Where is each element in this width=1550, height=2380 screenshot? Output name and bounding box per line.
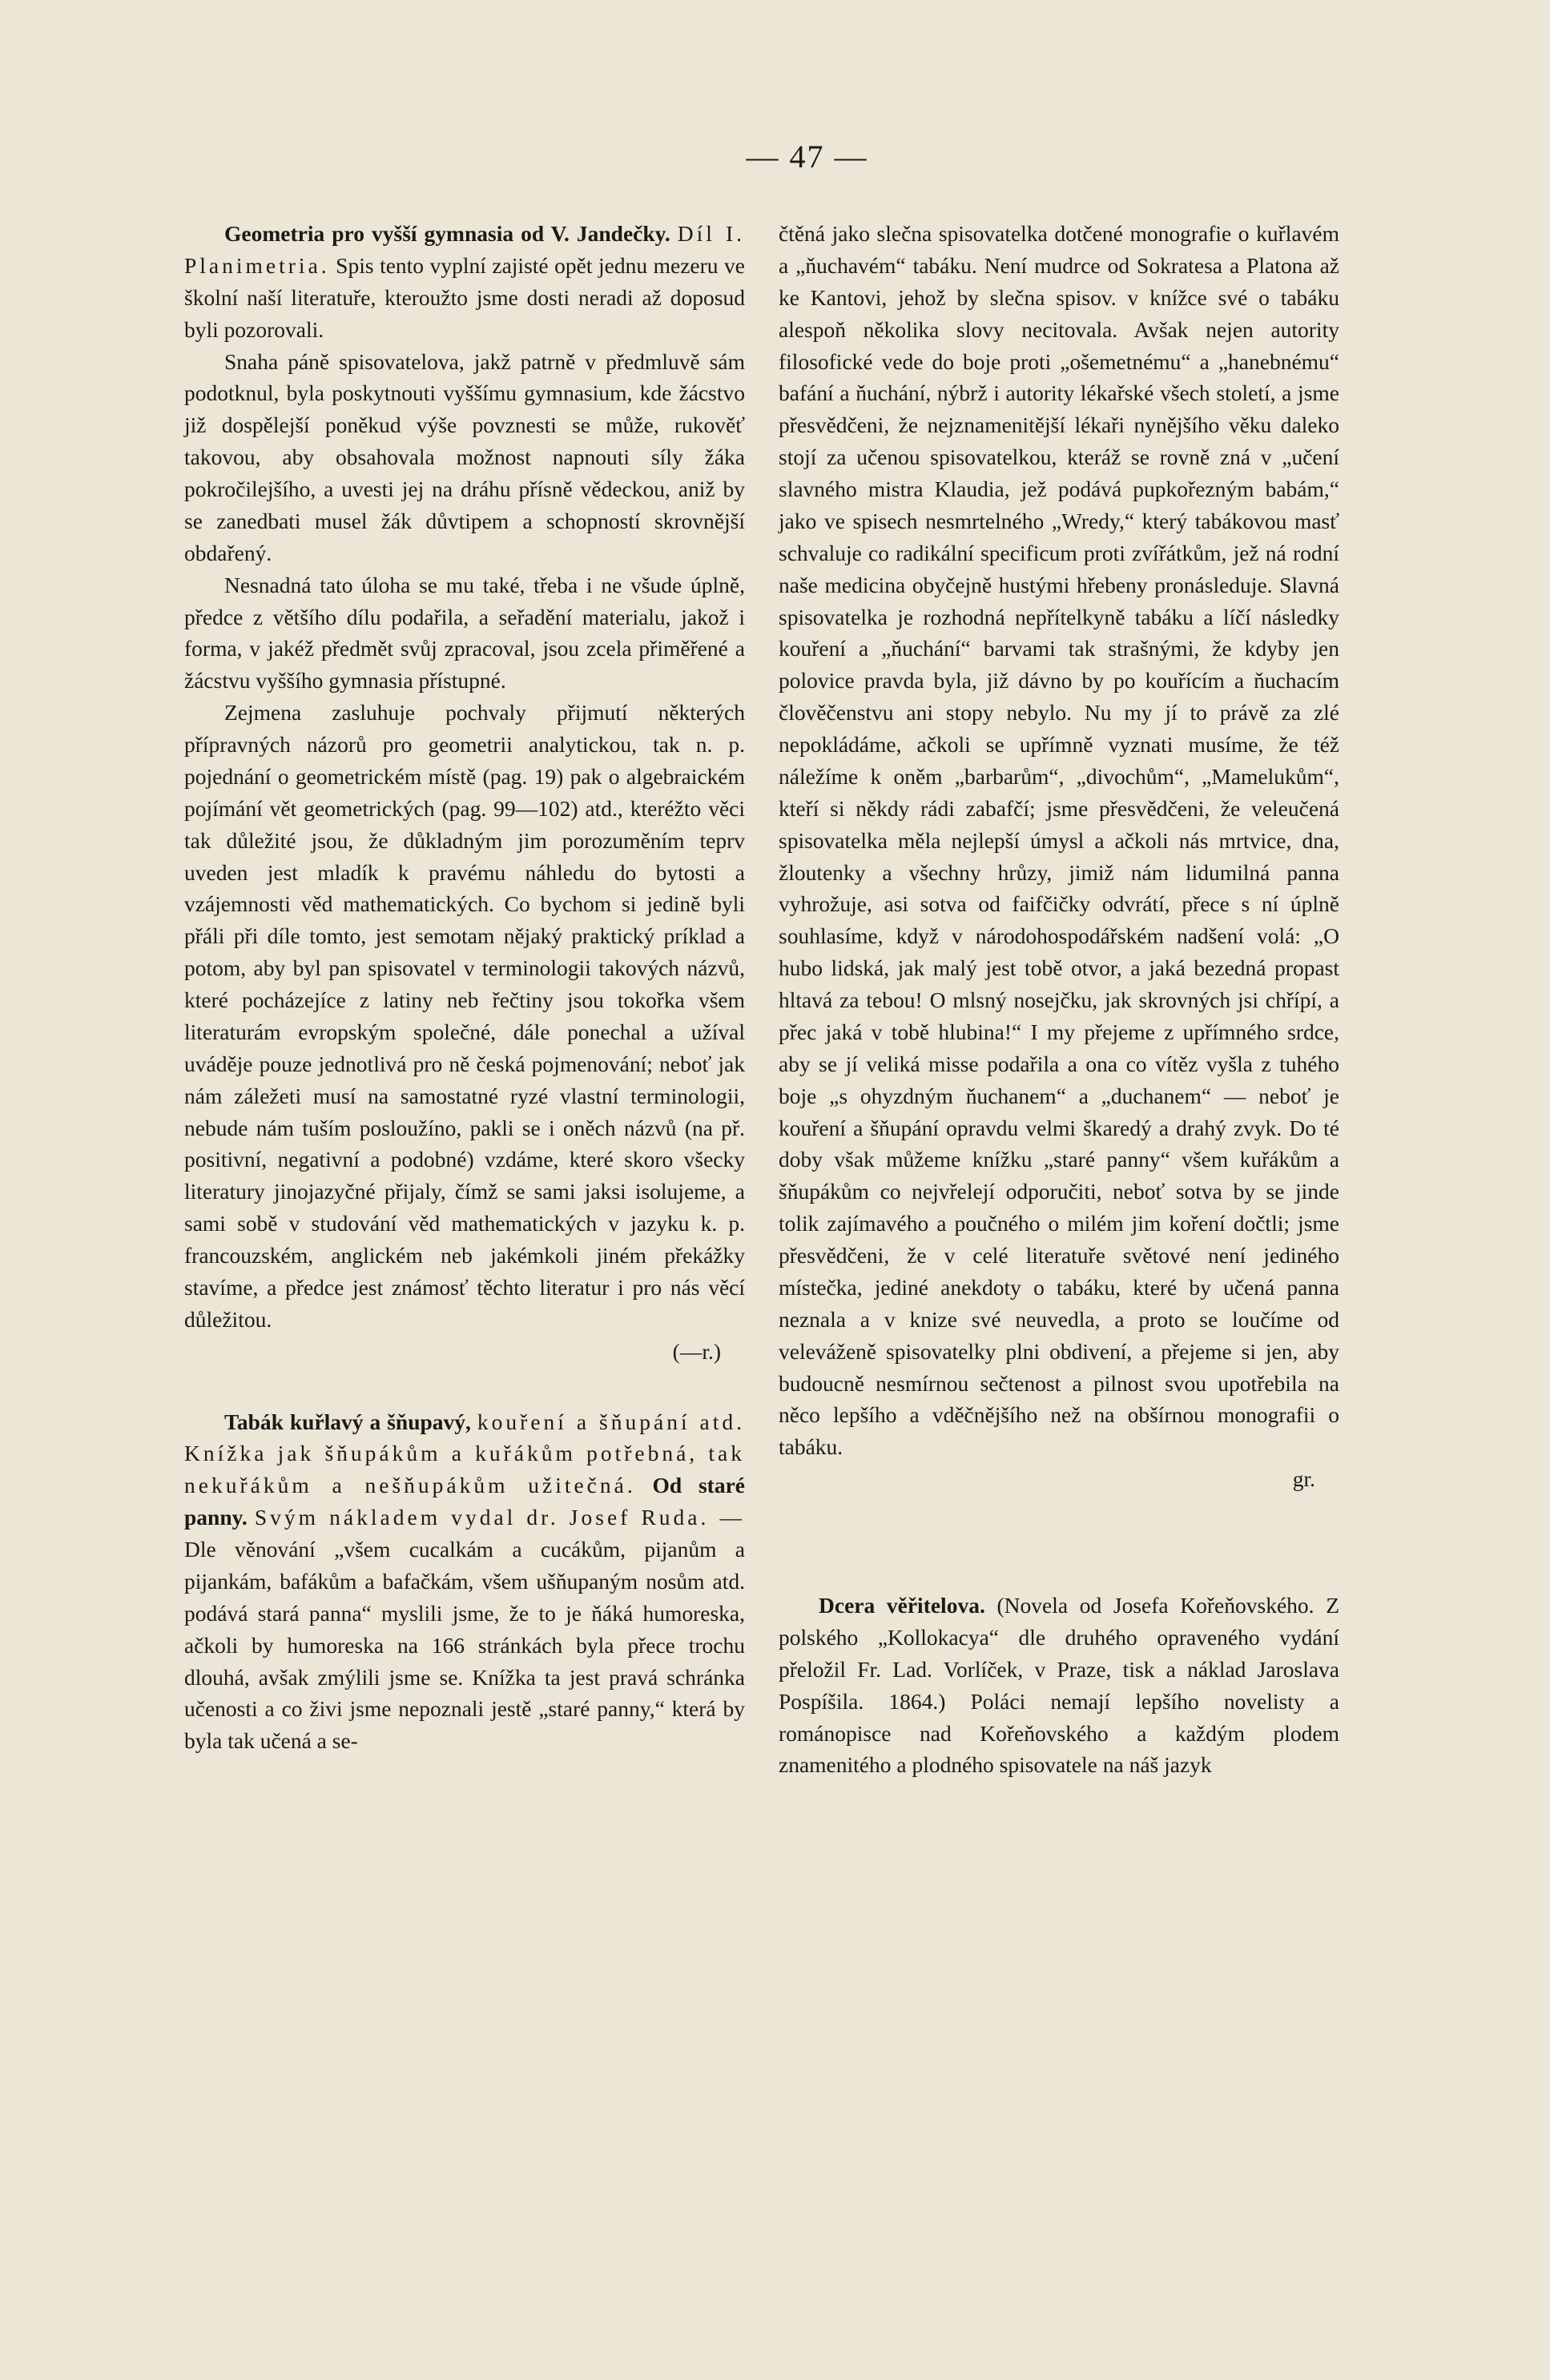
- review1-paragraph-4: Zejmena zasluhuje pochvaly přijmutí některých přípravných názorů pro geometrii analytickou, tak n. p. pojednání o geometrickém místě (pag. 19) pak o algebraickém pojímání vět geometrických (pag. 99—102) atd., kteréžto věci tak důležité jsou, že důkladným jim porozuměním teprv uveden jest mladík k pravému náhledu do bytosti a vzájemnosti věd mathematických. Co bychom si jedině byli přáli při díle tomto, jest semotam nějaký praktický príklad a potom, aby byl pan spisovatel v terminologii takových názvů, které pocházejíce z latiny neb řečtiny jsou tokořka všem literaturám evropským společné, dále ponechal a užíval uváděje pouze jednotlivá pro ně česká pojmenování; neboť jak nám záležeti musí na samostatné ryzé vlastní terminologii, nebude nám tuším posloužíno, pakli se i oněch názvů (na př. positivní, negativní a podobné) vzdáme, které skoro všecky literatury jinojazyčné přijaly, čímž se sami jaksi isolujeme, a sami sobě v studování věd mathematických v jazyku k. p. francouzském, anglickém neb jakémkoli jiném překážky stavíme, a předce jest známosť těchto literatur i pro nás věcí důležitou.: [184, 700, 745, 1332]
- review2-heading: [184, 1406, 745, 1758]
- review3-title: Dcera věřitelova.: [819, 1593, 985, 1618]
- review2-signature: gr.: [1292, 1466, 1315, 1492]
- review1-paragraph-1: Spis tento vyplní zajisté opět jednu mezeru ve školní naší literatuře, kteroužto jsme dosti neradi až doposud byli pozorovali.: [184, 252, 745, 342]
- review1-title: Geometria pro vyšší gymnasia od V. Jandečky.: [224, 221, 670, 246]
- review1-paragraph-3: Nesnadná tato úloha se mu také, třeba i ne všude úplně, předce z většího dílu podařila, a seřadění materialu, jakož i forma, v jakéž předmět svůj zpracoval, jsou zcela přiměřené a žácstvu vyššího gymnasia přístupné.: [184, 572, 745, 693]
- right-column: [779, 218, 1339, 1781]
- section-gap: [184, 1368, 745, 1406]
- left-column: [184, 218, 745, 1757]
- review1-paragraph-2: Snaha páně spisovatelova, jakž patrně v předmluvě sám podotknul, byla poskytnouti vyššímu gymnasium, kde žácstvo již dospělejší poněkud výše povznesti se může, rukověť takovou, aby obsahovala možnost napnouti síly žáka pokročilejšího, a uvesti jej na dráhu přísně vědeckou, aniž by se zanedbati musel žák důvtipem a schopností skrovnější obdařený.: [184, 348, 745, 565]
- page-number: — 47 —: [746, 139, 868, 175]
- review2-title: Tabák kuřlavý a šňupavý,: [224, 1409, 471, 1434]
- review2-text-left: Dle věnování „všem cucalkám a cucákům, pijanům a pijankám, bafákům a bafačkám, všem ušňupaným nosům atd. podává stará panna“ myslili jsme, že to je ňáká humoreska, ačkoli by humoreska na 166 stránkách byla přece trochu dlouhá, avšak zmýlili jsme se. Knížka ta jest pravá schránka učenosti a co živi jsme nepoznali jestě „staré panny,“ která by byla tak učená a se-: [184, 1537, 745, 1754]
- review1-signature: (—r.): [672, 1338, 721, 1364]
- review2-publisher: Svým nákladem vydal dr. Josef Ruda. —: [254, 1505, 745, 1530]
- section-gap: [779, 1495, 1339, 1590]
- review1-subtitle: Díl I. Planimetria.: [184, 221, 745, 278]
- review3-text: (Novela od Josefa Kořeňovského. Z polského „Kollokacya“ dle druhého opraveného vydání přeložil Fr. Lad. Vorlíček, v Praze, tisk a náklad Jaroslava Pospíšila. 1864.) Poláci nemají lepšího novelisty a románopisce nad Kořeňovského a každým plodem znamenitého a plodného spisovatele na náš jazyk: [779, 1593, 1339, 1778]
- review2-author: Od staré panny.: [184, 1473, 745, 1530]
- review3-paragraph: [779, 1590, 1339, 1781]
- review1-first-paragraph: [184, 218, 745, 346]
- review2-subtitle: kouření a šňupání atd. Knížka jak šňupákům a kuřákům potřebná, tak nekuřákům a nešňupákům užitečná.: [184, 1409, 746, 1498]
- review2-text-right: čtěná jako slečna spisovatelka dotčené monografie o kuřlavém a „ňuchavém“ tabáku. Není mudrce od Sokratesa a Platona až ke Kantovi, jehož by slečna spisov. v knížce své o tabáku alespoň několika slovy necitovala. Avšak nejen autority filosofické vede do boje proti „ošemetnému“ a „hanebnému“ bafání a ňuchání, nýbrž i autority lékařské všech století, a jsme přesvědčeni, že nejznamenitější lékaři nynějšího věku daleko stojí za učenou spisovatelkou, kteráž se rovně zná v „učení slavného mistra Klaudia, jež podává pupkořezným babám,“ jako ve spisech nesmrtelného „Wredy,“ který tabákovou masť schvaluje co radikální specificum proti zvířátkům, jež ná rodní naše medicina obyčejně hustými hřebeny pronásleduje. Slavná spisovatelka je rozhodná nepřítelkyně tabáku a líčí následky kouření a „ňuchání“ barvami tak strašnými, že kdyby jen polovice pravda byla, již dávno by po kouřícím a ňuchacím člověčenstvu ani stopy nebylo. Nu my jí to právě za zlé nepokládáme, ačkoli se upřímně vyznati musíme, že též náležíme k oněm „barbarům“, „divochům“, „Mamelukům“, kteří si někdy rádi zabafčí; jsme přesvědčeni, že veleučená spisovatelka měla nejlepší úmysl a ačkoli nás mrtvice, dna, žloutenky a všechny hrůzy, jimiž nám lidumilná panna vyhrožuje, asi sotva od faifčičky odvrátí, přece s ní úplně souhlasíme, když v národohospodářském nadšení volá: „O hubo lidská, jak malý jest tobě otvor, a jaká bezedná propast hltavá za tebou! O mlsný nosejčku, jak skrovných jsi chřípí, a přec jaká v tobě hlubina!“ I my přejeme z upřímného srdce, aby se jí veliká misse podařila a ona co vítěz vyšla z tuhého boje „s ohyzdným ňuchanem“ a „duchanem“ — neboť je kouření a šňupání opravdu velmi škaredý a drahý zvyk. Do té doby však můžeme knížku „staré panny“ všem kuřákům a šňupákům co nejvřelejí odporučiti, neboť sotva by se jinde tolik zajímavého a poučného o milém jim koření dočtli; jsme přesvědčeni, že v celé literatuře světové není jediného místečka, jediné anekdoty o tabáku, které by učená panna neznala a v knize své neuvedla, a proto se loučíme od veleváženě spisovatelky plni obdivení, a přejeme si jen, aby budoucně nesmírnou sečtenost a pilnost svou upotřebila na něco lepšího a vděčnějšího než na obšírnou monografii o tabáku.: [779, 221, 1339, 1460]
